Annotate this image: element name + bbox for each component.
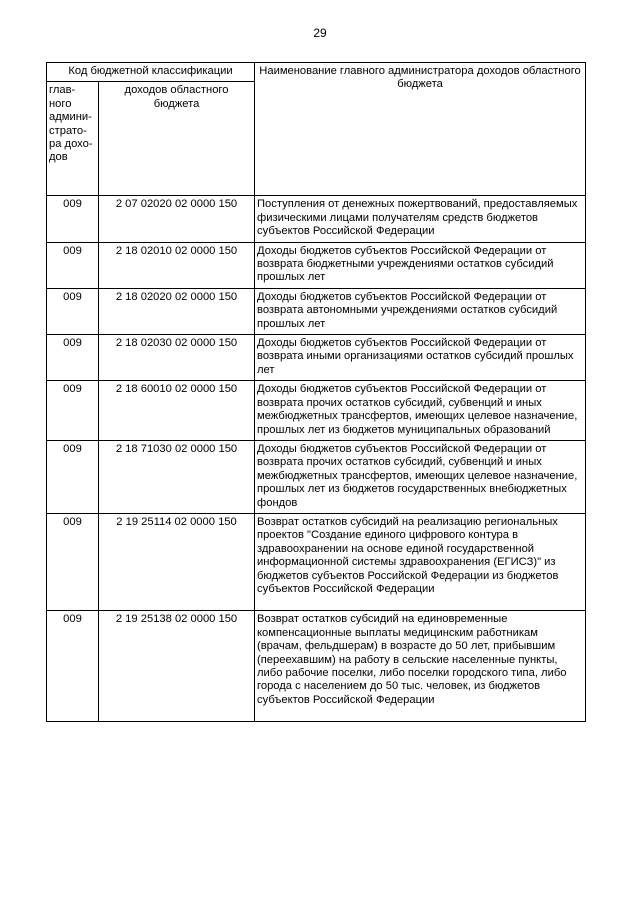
- revenue-name-cell: Доходы бюджетов субъектов Российской Федерации от возврата бюджетными учреждениями остатков субсидий прошлых лет: [255, 242, 586, 288]
- admin-code-cell: 009: [47, 335, 99, 381]
- header-chief-administrator-text: глав- ного админи- страто- ра дохо- дов: [49, 84, 93, 164]
- revenue-code-cell: 2 18 02020 02 0000 150: [99, 288, 255, 334]
- revenue-name-cell: Поступления от денежных пожертвований, предоставляемых физическими лицами получателям средств бюджетов субъектов Российской Федерации: [255, 196, 586, 242]
- revenue-code-cell: 2 18 71030 02 0000 150: [99, 440, 255, 513]
- admin-code-cell: 009: [47, 513, 99, 610]
- revenue-name-cell: Доходы бюджетов субъектов Российской Федерации от возврата иными организациями остатков субсидий прошлых лет: [255, 335, 586, 381]
- revenue-code-cell: 2 18 02010 02 0000 150: [99, 242, 255, 288]
- header-administrator-name: Наименование главного администратора доходов областного бюджета: [255, 63, 586, 196]
- revenue-name-cell: Доходы бюджетов субъектов Российской Федерации от возврата прочих остатков субсидий, субвенций и иных межбюджетных трансфертов, имеющих целевое назначение, прошлых лет из бюджетов муниципальных образований: [255, 381, 586, 441]
- revenue-name-cell: Доходы бюджетов субъектов Российской Федерации от возврата автономными учреждениями остатков субсидий прошлых лет: [255, 288, 586, 334]
- admin-code-cell: 009: [47, 440, 99, 513]
- revenue-code-cell: 2 18 02030 02 0000 150: [99, 335, 255, 381]
- header-chief-administrator: [47, 82, 99, 196]
- table-header-row-1: [47, 63, 586, 82]
- revenue-name-cell: Возврат остатков субсидий на единовременные компенсационные выплаты медицинским работникам (врачам, фельдшерам) в возрасте до 50 лет, прибывшим (переехавшим) на работу в сельские населенные пункты, либо рабочие поселки, либо поселки городского типа, либо города с населением до 50 тыс. человек, из бюджетов субъектов Российской Федерации: [255, 611, 586, 722]
- admin-code-cell: 009: [47, 242, 99, 288]
- table-row: [47, 196, 586, 242]
- revenue-code-cell: 2 19 25138 02 0000 150: [99, 611, 255, 722]
- table-row: [47, 335, 586, 381]
- table-row: [47, 381, 586, 441]
- group-header-budget-classification: Код бюджетной классификации: [47, 63, 255, 82]
- table-row: [47, 513, 586, 610]
- admin-code-cell: 009: [47, 288, 99, 334]
- revenue-name-cell: Доходы бюджетов субъектов Российской Федерации от возврата прочих остатков субсидий, субвенций и иных межбюджетных трансфертов, имеющих целевое назначение, прошлых лет из бюджетов государственных внебюджетных фондов: [255, 440, 586, 513]
- table-row: [47, 288, 586, 334]
- table-row: [47, 611, 586, 722]
- page-number: 29: [313, 26, 327, 40]
- revenue-code-cell: 2 18 60010 02 0000 150: [99, 381, 255, 441]
- admin-code-cell: 009: [47, 611, 99, 722]
- table-row: [47, 440, 586, 513]
- table-row: [47, 242, 586, 288]
- admin-code-cell: 009: [47, 196, 99, 242]
- header-revenue-code: доходов областного бюджета: [99, 82, 255, 196]
- admin-code-cell: 009: [47, 381, 99, 441]
- revenue-code-cell: 2 19 25114 02 0000 150: [99, 513, 255, 610]
- budget-classification-table: [46, 62, 586, 722]
- revenue-name-cell: Возврат остатков субсидий на реализацию региональных проектов "Создание единого цифрового контура в здравоохранении на основе единой государственной информационной системы здравоохранения (ЕГИСЗ)" из бюджетов субъектов Российской Федерации из бюджетов субъектов Российской Федерации: [255, 513, 586, 610]
- revenue-code-cell: 2 07 02020 02 0000 150: [99, 196, 255, 242]
